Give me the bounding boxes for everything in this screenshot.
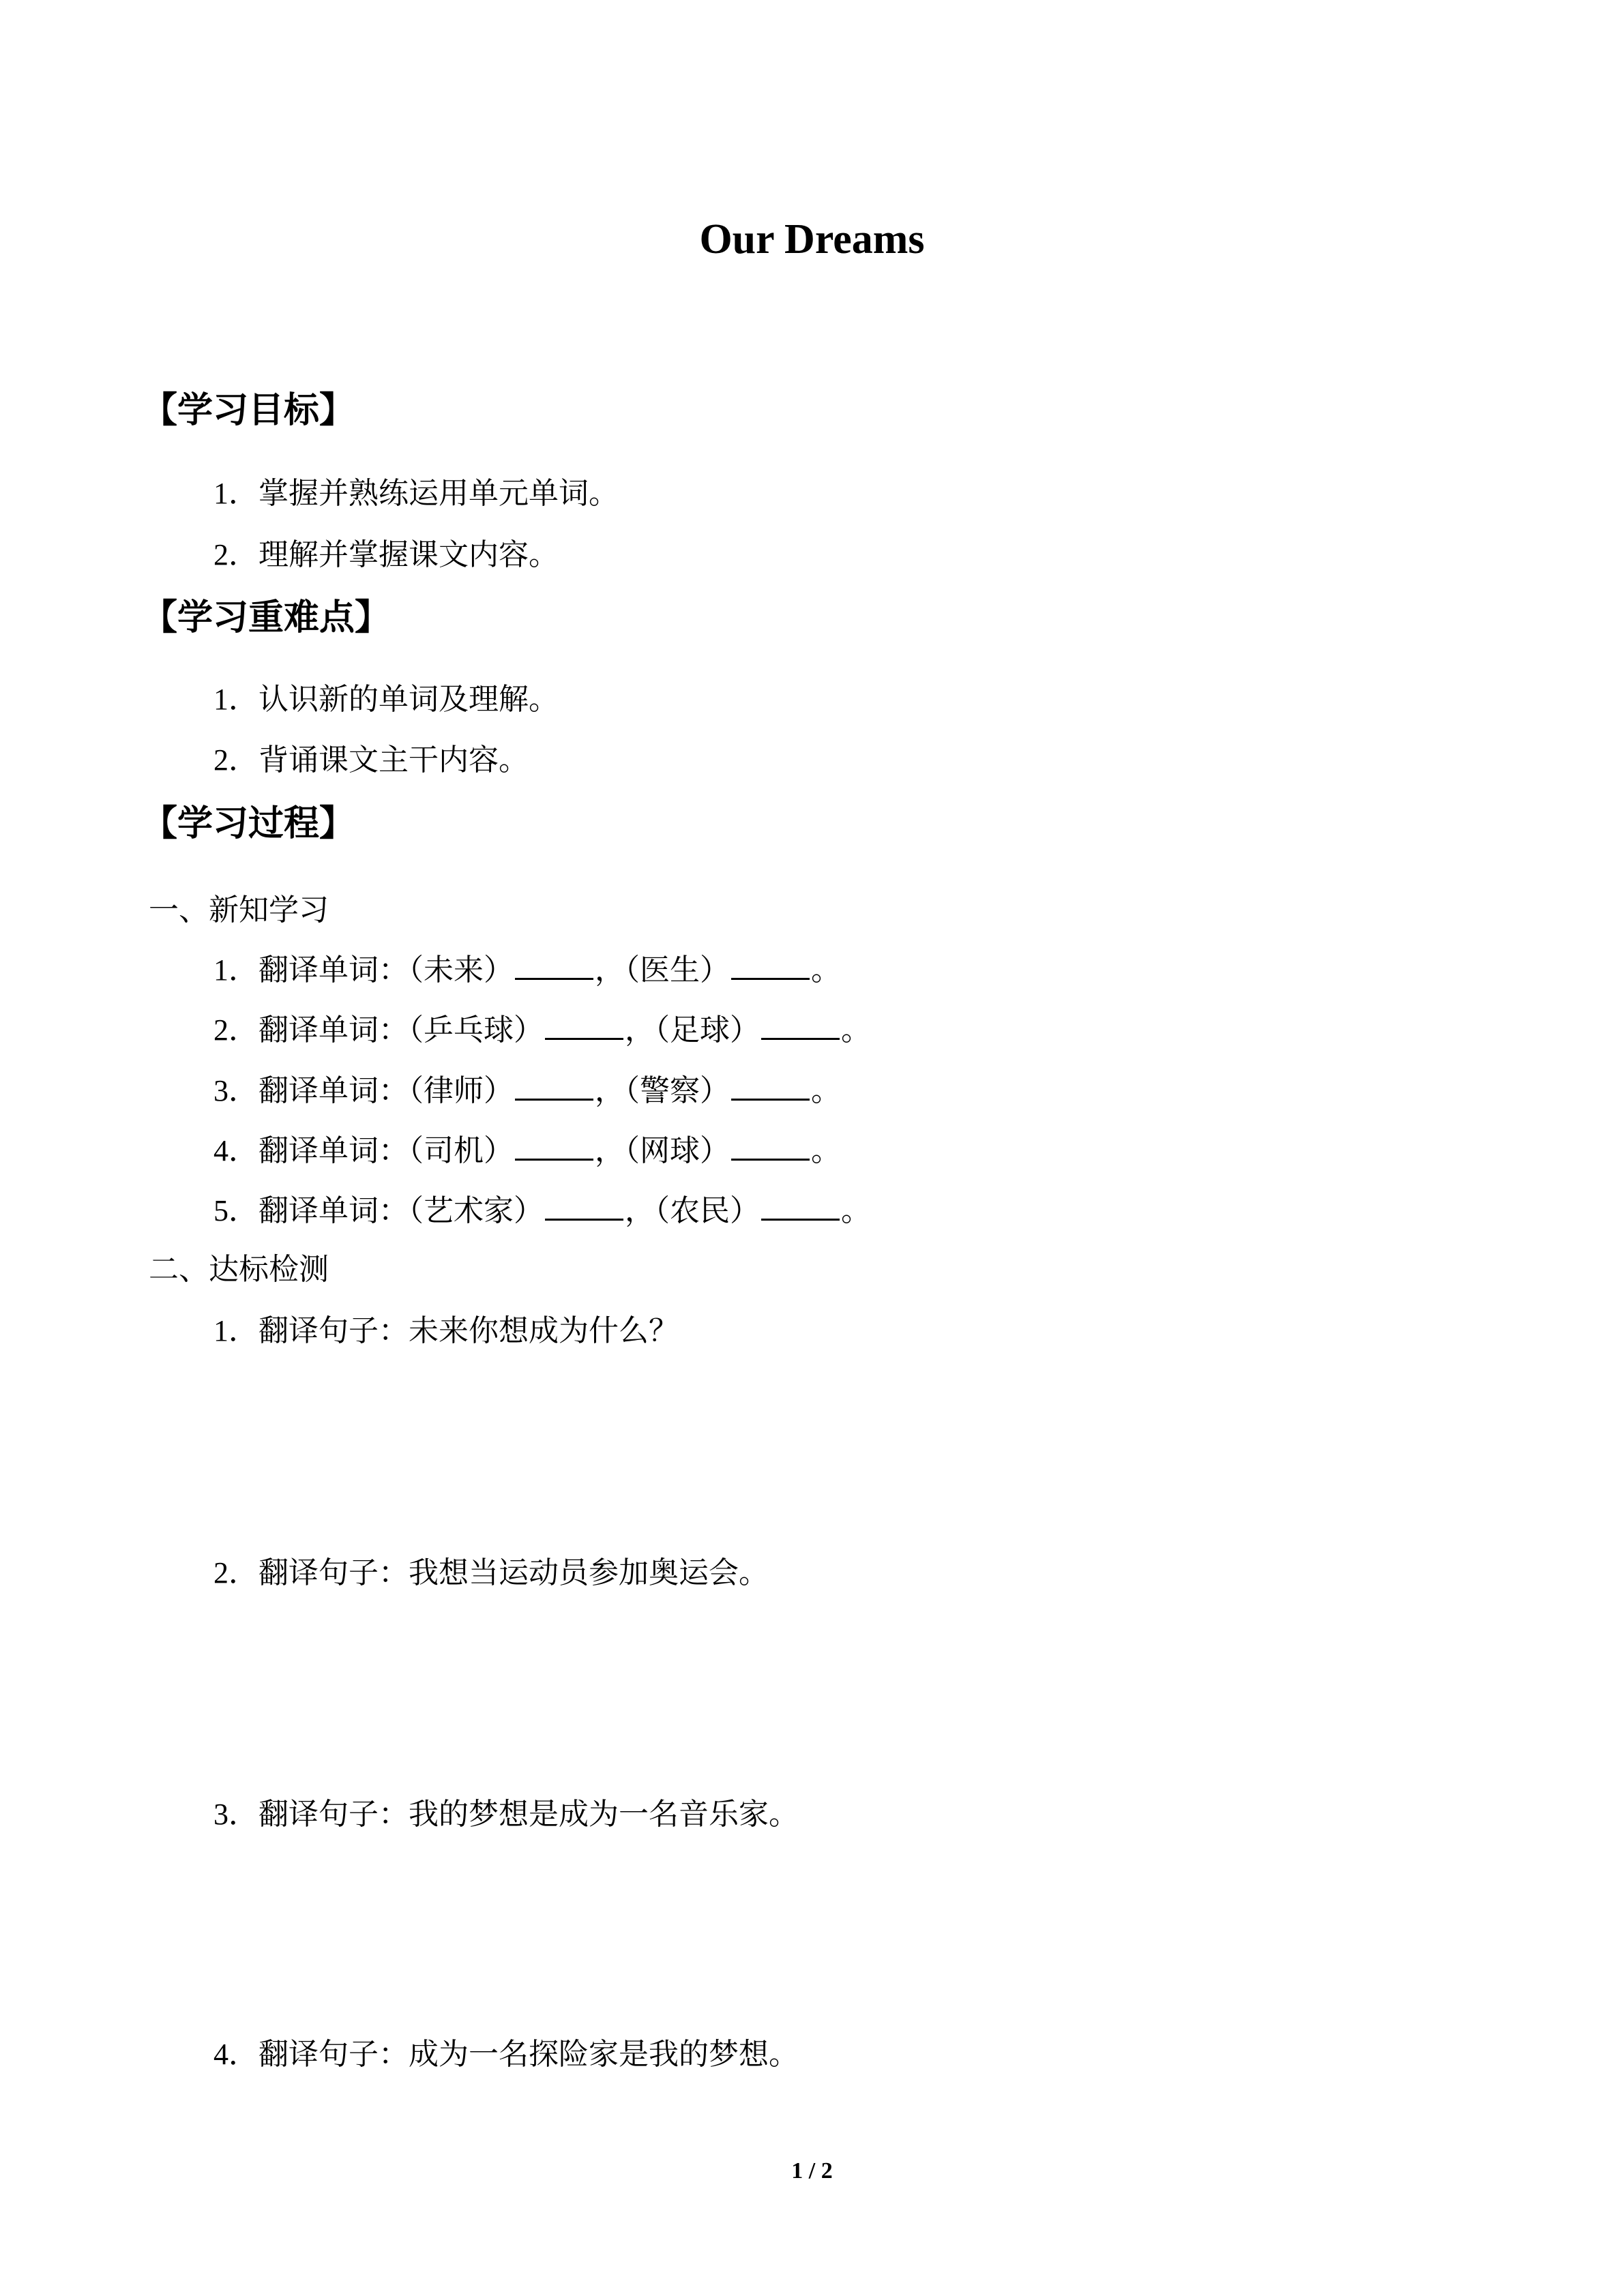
page-title: Our Dreams (699, 216, 925, 263)
item-number: 2． (213, 743, 259, 777)
item-text: 翻译句子：未来你想成为什么？ (259, 1313, 679, 1348)
answer-blank[interactable] (545, 1011, 623, 1040)
item-prompt: ，（农民） (625, 1193, 760, 1228)
item-number: 3． (213, 1798, 259, 1831)
key-point-item (213, 740, 529, 781)
item-prompt: 翻译单词：（未来） (259, 953, 514, 987)
item-end: 。 (811, 1133, 841, 1168)
item-number: 2． (213, 1556, 259, 1590)
vocab-item (213, 1131, 841, 1172)
item-prompt: ，（足球） (625, 1013, 760, 1047)
item-number: 1． (213, 683, 259, 716)
goal-item (213, 473, 619, 514)
item-prompt: 翻译单词：（乒乓球） (259, 1013, 544, 1047)
answer-blank[interactable] (515, 951, 593, 980)
item-prompt: ，（警察） (595, 1073, 730, 1108)
item-text: 翻译句子：成为一名探险家是我的梦想。 (259, 2037, 799, 2072)
answer-blank[interactable] (731, 951, 810, 980)
section-heading-process: 【学习过程】 (142, 803, 355, 844)
answer-blank[interactable] (761, 1191, 840, 1221)
vocab-item (213, 1191, 871, 1232)
key-point-item (213, 679, 559, 720)
section-heading-goals: 【学习目标】 (142, 389, 355, 431)
answer-blank[interactable] (731, 1131, 810, 1161)
item-text: 翻译句子：我想当运动员参加奥运会。 (259, 1555, 769, 1590)
goal-item (213, 535, 559, 576)
translation-item (213, 1794, 799, 1835)
answer-blank[interactable] (545, 1191, 623, 1221)
item-end: 。 (811, 953, 841, 987)
answer-blank[interactable] (761, 1011, 840, 1040)
item-text: 理解并掌握课文内容。 (259, 537, 559, 572)
translation-item (213, 2034, 799, 2075)
vocab-item (213, 1010, 871, 1051)
item-number: 5． (213, 1194, 259, 1227)
item-text: 翻译句子：我的梦想是成为一名音乐家。 (259, 1797, 799, 1832)
item-text: 掌握并熟练运用单元单词。 (259, 476, 619, 511)
item-number: 1． (213, 1314, 259, 1347)
item-text: 背诵课文主干内容。 (259, 743, 529, 777)
item-number: 2． (213, 1013, 259, 1047)
item-number: 4． (213, 1134, 259, 1167)
item-prompt: 翻译单词：（律师） (259, 1073, 514, 1108)
item-number: 4． (213, 2038, 259, 2071)
item-number: 2． (213, 538, 259, 571)
item-prompt: 翻译单词：（艺术家） (259, 1193, 544, 1228)
page-number: 1 / 2 (791, 2158, 833, 2183)
item-number: 1． (213, 477, 259, 510)
part-label-new-learning: 一、新知学习 (149, 893, 329, 927)
item-prompt: 翻译单词：（司机） (259, 1133, 514, 1168)
translation-item (213, 1311, 679, 1352)
item-prompt: ，（医生） (595, 953, 730, 987)
item-end: 。 (841, 1013, 871, 1047)
section-heading-key-points: 【学习重难点】 (142, 597, 391, 638)
answer-blank[interactable] (515, 1071, 593, 1101)
answer-blank[interactable] (731, 1071, 810, 1101)
part-label-assessment: 二、达标检测 (149, 1252, 329, 1287)
vocab-item (213, 950, 841, 991)
item-prompt: ，（网球） (595, 1133, 730, 1168)
vocab-item (213, 1071, 841, 1112)
item-number: 1． (213, 953, 259, 987)
item-number: 3． (213, 1074, 259, 1107)
answer-blank[interactable] (515, 1131, 593, 1161)
item-end: 。 (811, 1073, 841, 1108)
item-end: 。 (841, 1193, 871, 1228)
item-text: 认识新的单词及理解。 (259, 682, 559, 717)
translation-item (213, 1553, 769, 1594)
